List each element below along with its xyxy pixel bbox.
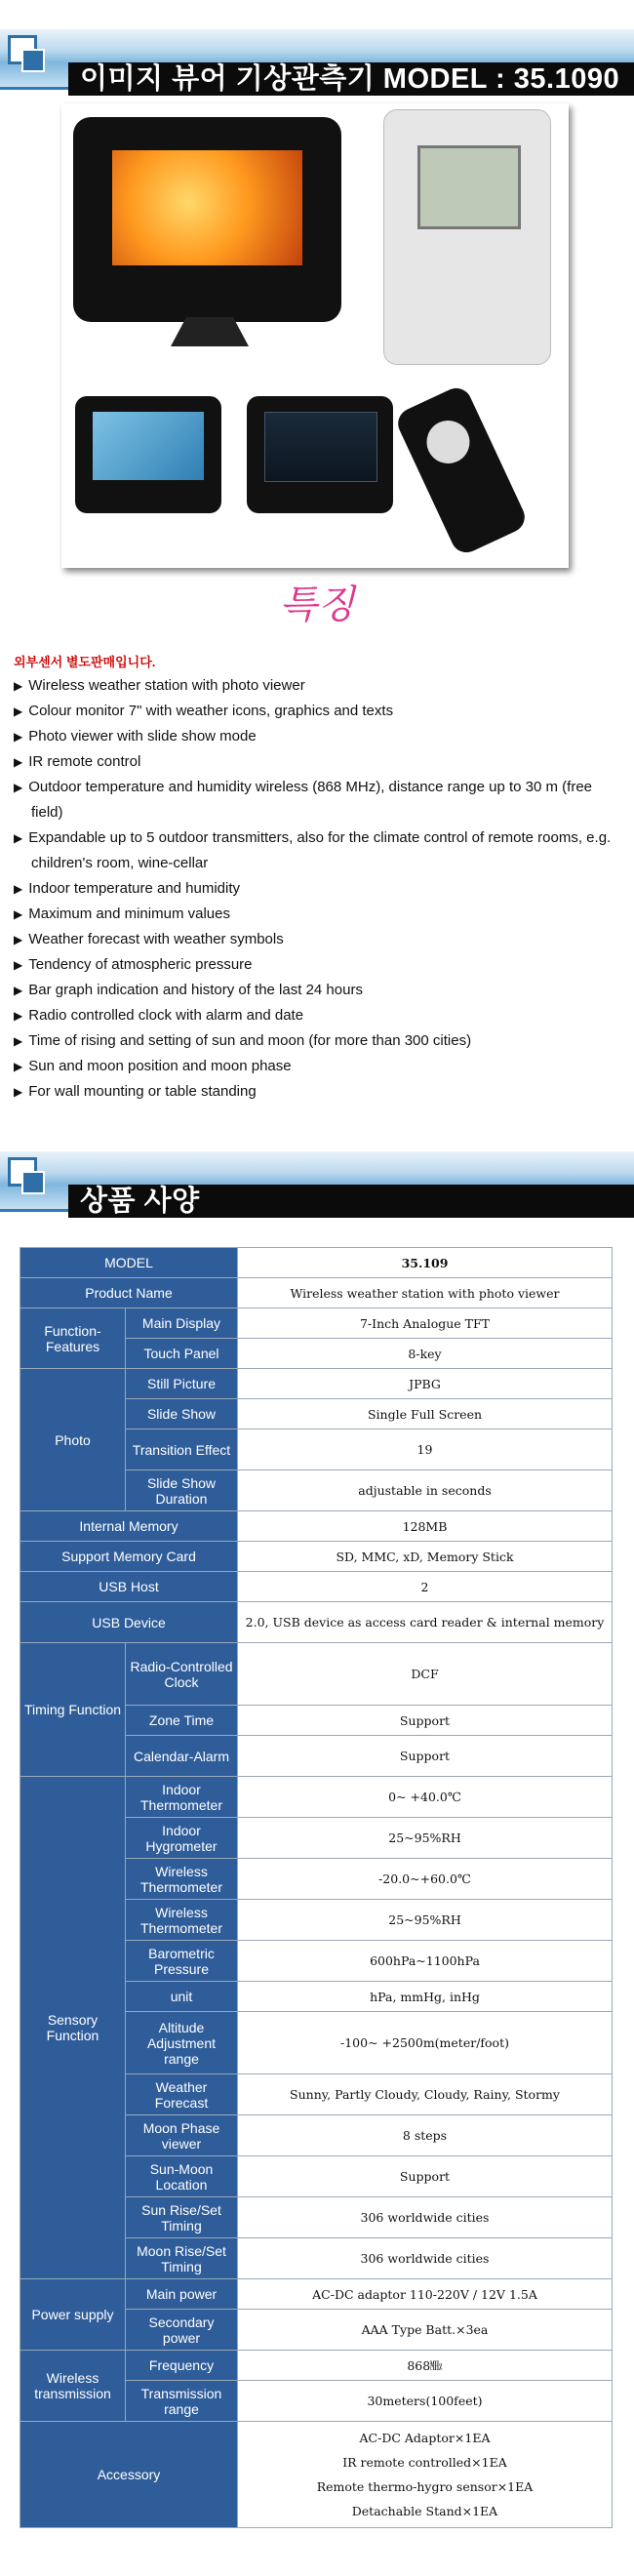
table-row: USB Device 2.0, USB device as access card reader & internal memory — [20, 1602, 613, 1643]
header-banner — [0, 29, 634, 95]
remote-control-image — [393, 383, 530, 558]
accessory-item: IR remote controlled×1EA — [342, 2455, 507, 2470]
table-row: Barometric Pressure 600hPa~1100hPa — [20, 1941, 613, 1982]
table-row: Wireless transmission Frequency 868㎒ — [20, 2351, 613, 2381]
table-row: Photo Still Picture JPBG — [20, 1369, 613, 1399]
table-row: Power supply Main power AC-DC adaptor 110-220V / 12V 1.5A — [20, 2279, 613, 2310]
table-row: Slide Show Duration adjustable in seconds — [20, 1470, 613, 1511]
station-screen — [112, 150, 302, 265]
feature-item: ▶ Maximum and minimum values — [14, 902, 623, 927]
table-row: Wireless Thermometer -20.0~+60.0℃ — [20, 1859, 613, 1900]
remote-sensor-image — [383, 109, 551, 365]
feature-list — [14, 673, 623, 1105]
accessory-list — [238, 2422, 613, 2528]
table-row: Product Name Wireless weather station with photo viewer — [20, 1278, 613, 1308]
spec-table — [20, 1247, 613, 2528]
banner-square-icon — [21, 49, 45, 72]
sensor-lcd — [417, 145, 521, 229]
table-row: Altitude Adjustment range -100~ +2500m(meter/foot) — [20, 2012, 613, 2074]
accessory-item: Detachable Stand×1EA — [351, 2504, 498, 2518]
station-photo-mode-image — [75, 396, 221, 513]
notice-text: 외부센서 별도판매입니다. — [14, 655, 156, 669]
feature-item: ▶ Time of rising and setting of sun and moon (for more than 300 cities) — [14, 1028, 623, 1054]
table-row: Sun Rise/Set Timing 306 worldwide cities — [20, 2197, 613, 2238]
table-row: Function-Features Main Display 7-Inch Analogue TFT — [20, 1308, 613, 1339]
spec-title: 상품 사양 — [80, 1186, 200, 1217]
table-row: Slide Show Single Full Screen — [20, 1399, 613, 1429]
table-row: Timing Function Radio-Controlled Clock DCF — [20, 1643, 613, 1706]
table-row: Sensory Function Indoor Thermometer 0~ +40.0℃ — [20, 1777, 613, 1818]
accessory-item: AC-DC Adaptor×1EA — [359, 2431, 491, 2445]
table-row: unit hPa, mmHg, inHg — [20, 1982, 613, 2012]
page-title: 이미지 뷰어 기상관측기 MODEL : 35.1090 — [80, 63, 620, 95]
table-row: Indoor Hygrometer 25~95%RH — [20, 1818, 613, 1859]
table-row: Weather Forecast Sunny, Partly Cloudy, Cloudy, Rainy, Stormy — [20, 2074, 613, 2115]
table-row: MODEL 35.109 — [20, 1248, 613, 1278]
feature-item: ▶ Indoor temperature and humidity — [14, 876, 623, 902]
feature-item: ▶ Expandable up to 5 outdoor transmitters, also for the climate control of remote rooms, e.g. children's room, wine-cellar — [14, 825, 623, 876]
table-row: Transition Effect 19 — [20, 1429, 613, 1470]
table-row: Accessory AC-DC Adaptor×1EA IR remote controlled×1EA Remote thermo-hygro sensor×1EA Detachable Stand×1EA — [20, 2422, 613, 2528]
table-row: Transmission range 30meters(100feet) — [20, 2381, 613, 2422]
table-row: Sun-Moon Location Support — [20, 2156, 613, 2197]
feature-item: ▶ Tendency of atmospheric pressure — [14, 952, 623, 978]
feature-item: ▶ Colour monitor 7" with weather icons, graphics and texts — [14, 699, 623, 724]
feature-item: ▶ Photo viewer with slide show mode — [14, 724, 623, 749]
weather-station-image — [73, 117, 341, 322]
feature-item: ▶ Wireless weather station with photo viewer — [14, 673, 623, 699]
table-row: Moon Rise/Set Timing 306 worldwide cities — [20, 2238, 613, 2279]
feature-item: ▶ For wall mounting or table standing — [14, 1079, 623, 1105]
feature-heading: 특징 — [279, 583, 355, 627]
feature-item: ▶ Radio controlled clock with alarm and date — [14, 1003, 623, 1028]
table-row: Moon Phase viewer 8 steps — [20, 2115, 613, 2156]
table-row: Zone Time Support — [20, 1706, 613, 1736]
remote-dpad — [419, 414, 476, 470]
feature-item: ▶ Bar graph indication and history of the last 24 hours — [14, 978, 623, 1003]
accessory-item: Remote thermo-hygro sensor×1EA — [316, 2479, 534, 2494]
banner-square-icon — [21, 1171, 45, 1194]
station-stand — [171, 317, 249, 346]
feature-item: ▶ Weather forecast with weather symbols — [14, 927, 623, 952]
spec-banner — [0, 1151, 634, 1217]
table-row: USB Host 2 — [20, 1572, 613, 1602]
table-row: Wireless Thermometer 25~95%RH — [20, 1900, 613, 1941]
feature-item: ▶ IR remote control — [14, 749, 623, 775]
feature-item: ▶ Outdoor temperature and humidity wireless (868 MHz), distance range up to 30 m (free field) — [14, 775, 623, 825]
table-row: Internal Memory 128MB — [20, 1511, 613, 1542]
station-chart-mode-image — [247, 396, 393, 513]
product-photo — [61, 103, 569, 568]
feature-item: ▶ Sun and moon position and moon phase — [14, 1054, 623, 1079]
table-row: Support Memory Card SD, MMC, xD, Memory Stick — [20, 1542, 613, 1572]
table-row: Touch Panel 8-key — [20, 1339, 613, 1369]
table-row: Calendar-Alarm Support — [20, 1736, 613, 1777]
table-row: Secondary power AAA Type Batt.×3ea — [20, 2310, 613, 2351]
